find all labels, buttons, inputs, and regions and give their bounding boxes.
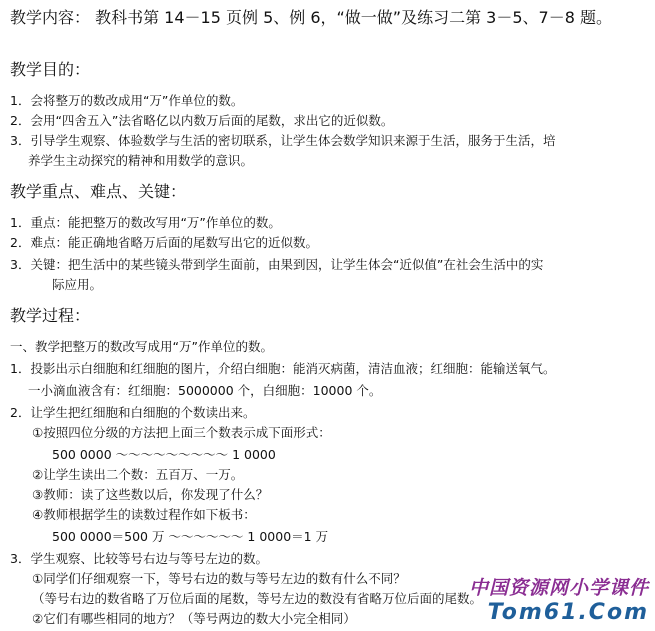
document-line: 2．会用“四舍五入”法省略亿以内数万后面的尾数，求出它的近似数。 [10, 113, 394, 128]
document-line: ①同学们仔细观察一下，等号右边的数与等号左边的数有什么不同？ [32, 571, 406, 586]
document-line: （等号右边的数省略了万位后面的尾数，等号左边的数没有省略万位后面的尾数。 [32, 591, 483, 606]
watermark-line2: Tom61.Com [487, 600, 649, 625]
document-line: 一小滴血液含有：红细胞：5000000 个，白细胞：10000 个。 [28, 383, 382, 398]
watermark-logo [469, 573, 649, 625]
document-line: 3．引导学生观察、体验数学与生活的密切联系，让学生体会数学知识来源于生活，服务于生活，培 [10, 133, 556, 148]
document-line: ②它们有哪些相同的地方？（等号两边的数大小完全相同） [32, 611, 356, 626]
document-line: ①按照四位分级的方法把上面三个数表示成下面形式： [32, 425, 331, 440]
document-line: 1．重点：能把整万的数改写用“万”作单位的数。 [10, 215, 281, 230]
document-line: ②让学生读出二个数：五百万、一万。 [32, 467, 244, 482]
document-line: ④教师根据学生的读数过程作如下板书： [32, 507, 256, 522]
document-line: 教学过程： [10, 306, 91, 325]
document-line: 养学生主动探究的精神和用数学的意识。 [28, 153, 254, 168]
document-line: 际应用。 [52, 277, 103, 292]
document-line: 一、教学把整万的数改写成用“万”作单位的数。 [10, 339, 273, 354]
watermark-line1: 中国资源网小学课件 [468, 577, 649, 599]
document-line: 500 0000＝500 万 ～～～～～～ 1 0000＝1 万 [52, 529, 329, 544]
document-line: 教学内容： 教科书第 14－15 页例 5、例 6，“做一做”及练习二第 3－5、7－8 题。 [10, 8, 612, 27]
document-line: 1．投影出示白细胞和红细胞的图片，介绍白细胞：能消灭病菌，清洁血液；红细胞：能输送氧气。 [10, 361, 556, 376]
document-line: 2．让学生把红细胞和白细胞的个数读出来。 [10, 405, 256, 420]
document-line: 500 0000 ～～～～～～～～～ 1 0000 [52, 447, 276, 462]
document-line: 3．关键：把生活中的某些镜头带到学生面前，由果到因，让学生体会“近似值”在社会生活中的实 [10, 257, 544, 272]
document-line: 1．会将整万的数改成用“万”作单位的数。 [10, 93, 244, 108]
document-line: ③教师：读了这些数以后，你发现了什么？ [32, 487, 269, 502]
document-line: 教学目的： [10, 60, 91, 79]
document-line: 3．学生观察、比较等号右边与等号左边的数。 [10, 551, 268, 566]
document-line: 教学重点、难点、关键： [10, 182, 187, 201]
document-line: 2．难点：能正确地省略万后面的尾数写出它的近似数。 [10, 235, 318, 250]
